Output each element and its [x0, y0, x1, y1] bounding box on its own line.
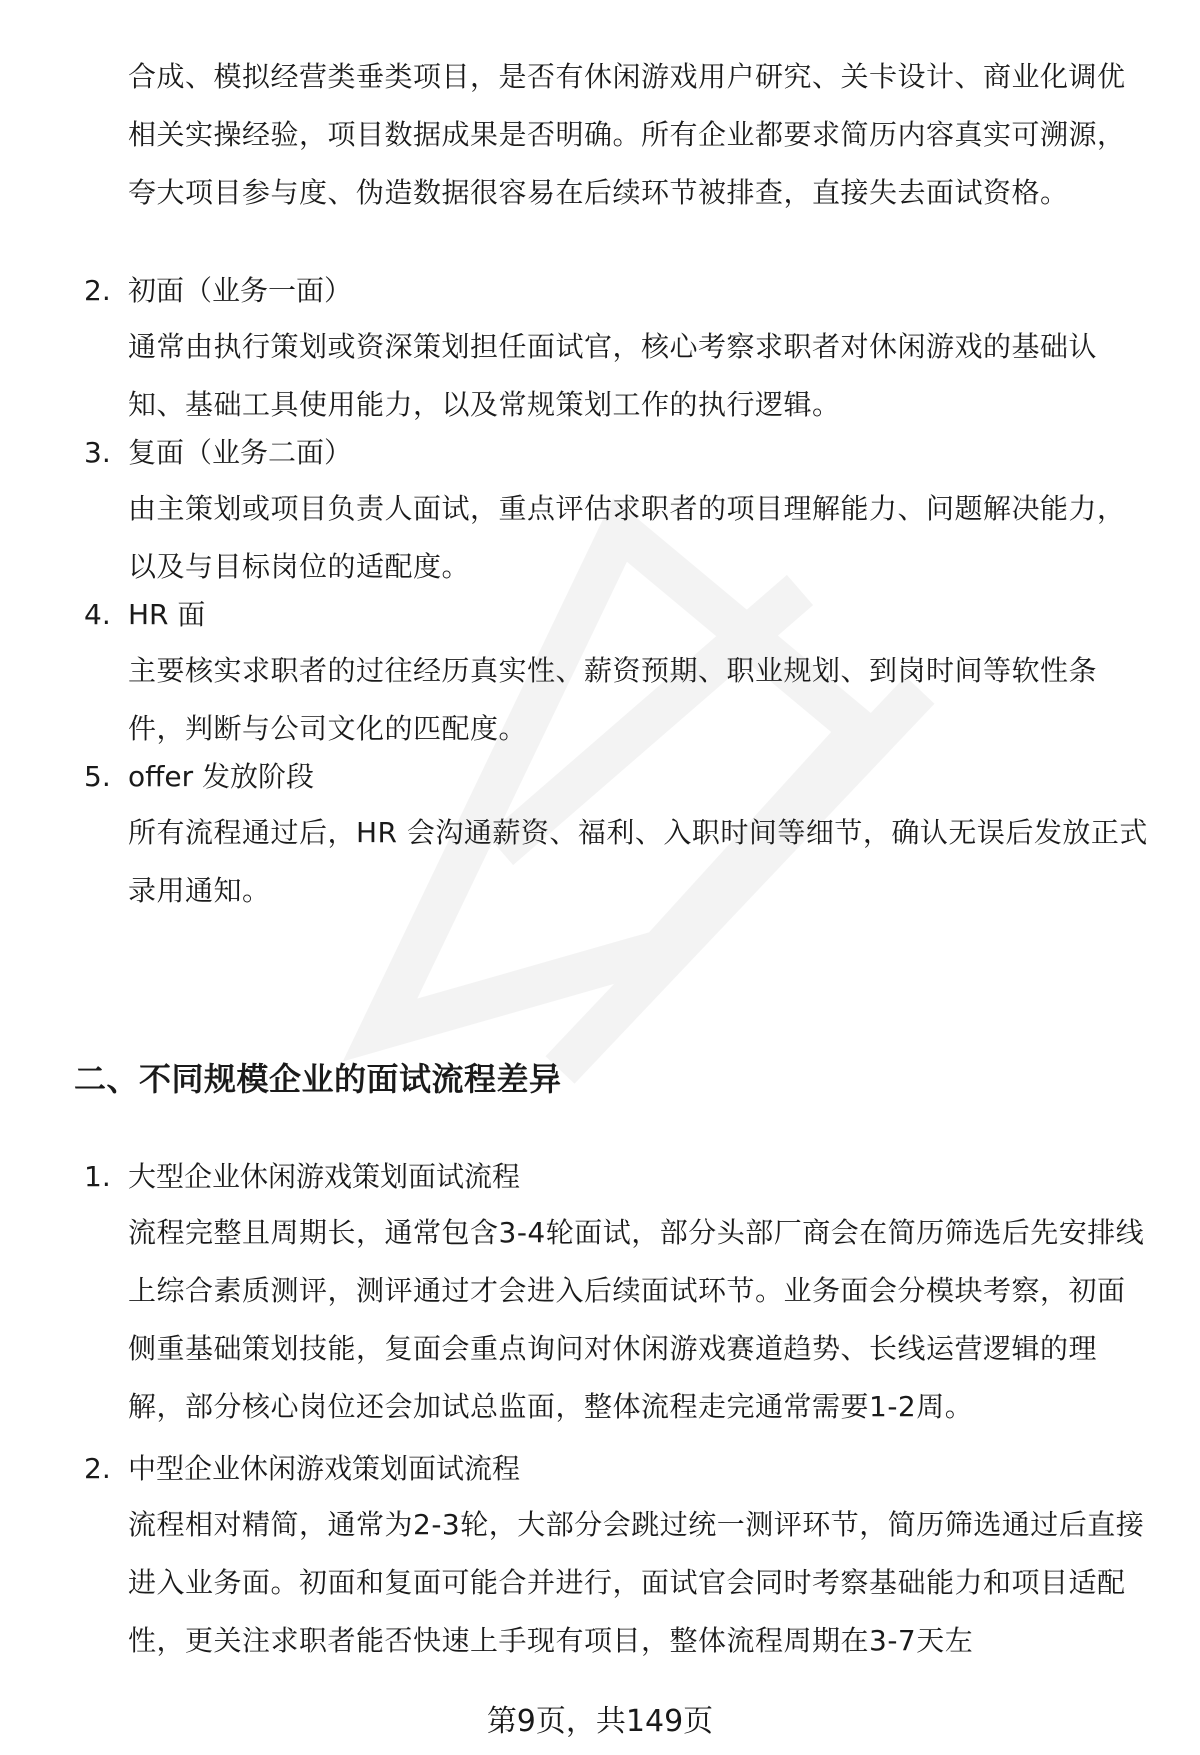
page-number-footer: 第9页，共149页	[486, 1704, 714, 1739]
intro-paragraph: 合成、模拟经营类垂类项目，是否有休闲游戏用户研究、关卡设计、商业化调优相关实操经验，项目数据成果是否明确。所有企业都要求简历内容真实可溯源，夸大项目参与度、伪造数据很容易在后续环节被排查，直接失去面试资格。	[128, 60, 1126, 209]
section-heading: 二、不同规模企业的面试流程差异	[74, 1060, 562, 1098]
medium-company-number: 2.	[84, 1452, 111, 1485]
stage-4-description: 主要核实求职者的过往经历真实性、薪资预期、职业规划、到岗时间等软性条件，判断与公司文化的匹配度。	[128, 654, 1098, 745]
stage-3-description: 由主策划或项目负责人面试，重点评估求职者的项目理解能力、问题解决能力，以及与目标岗位的适配度。	[128, 492, 1126, 583]
stage-4-title: HR 面	[128, 598, 206, 631]
stage-3-number: 3.	[84, 436, 111, 469]
stage-2-title: 初面（业务一面）	[128, 274, 353, 307]
stage-3-title: 复面（业务二面）	[128, 436, 353, 469]
stage-5-number: 5.	[84, 760, 111, 793]
stage-4-number: 4.	[84, 598, 111, 631]
large-company-number: 1.	[84, 1160, 111, 1193]
large-company-title: 大型企业休闲游戏策划面试流程	[128, 1160, 521, 1193]
stage-5-title: offer 发放阶段	[128, 760, 315, 793]
stage-2-description: 通常由执行策划或资深策划担任面试官，核心考察求职者对休闲游戏的基础认知、基础工具使用能力，以及常规策划工作的执行逻辑。	[128, 330, 1098, 421]
medium-company-description: 流程相对精简，通常为2-3轮，大部分会跳过统一测评环节，简历筛选通过后直接进入业务面。初面和复面可能合并进行，面试官会同时考察基础能力和项目适配性，更关注求职者能否快速上手现有项目，整体流程周期在3-7天左	[128, 1508, 1145, 1657]
stage-2-number: 2.	[84, 274, 111, 307]
stage-5-description: 所有流程通过后，HR 会沟通薪资、福利、入职时间等细节，确认无误后发放正式录用通知。	[128, 816, 1148, 907]
large-company-description: 流程完整且周期长，通常包含3-4轮面试，部分头部厂商会在简历筛选后先安排线上综合素质测评，测评通过才会进入后续面试环节。业务面会分模块考察，初面侧重基础策划技能，复面会重点询问对休闲游戏赛道趋势、长线运营逻辑的理解，部分核心岗位还会加试总监面，整体流程走完通常需要1-2周。	[128, 1216, 1145, 1423]
medium-company-title: 中型企业休闲游戏策划面试流程	[128, 1452, 521, 1485]
